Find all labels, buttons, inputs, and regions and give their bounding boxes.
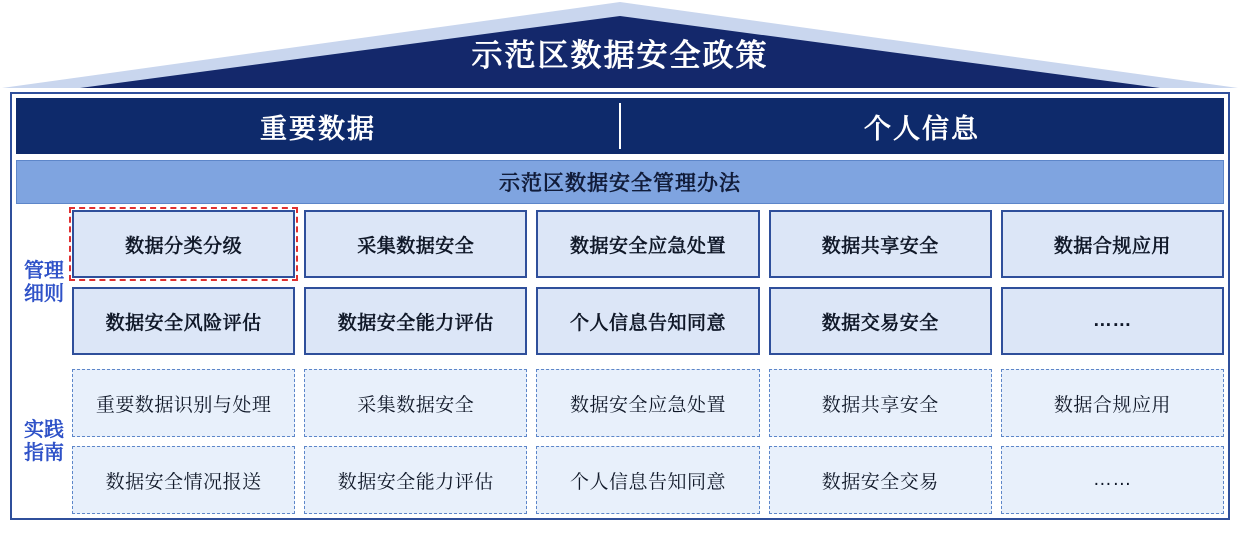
rule-cell-capability-assessment[interactable]: 数据安全能力评估: [304, 287, 527, 355]
section-label-line-1: 实践: [24, 418, 64, 441]
practice-guide-rows: [72, 369, 1224, 514]
guide-cell-emergency-response[interactable]: 数据安全应急处置: [536, 369, 759, 437]
category-personal-info: 个人信息: [864, 113, 980, 144]
diagram-title: 示范区数据安全政策: [471, 37, 769, 73]
rule-cell-sharing-security[interactable]: 数据共享安全: [769, 210, 992, 278]
guide-cell-important-data-identification[interactable]: 重要数据识别与处理: [72, 369, 295, 437]
section-label-practice-guide: [16, 369, 72, 514]
guide-cell-personal-info-consent[interactable]: 个人信息告知同意: [536, 446, 759, 514]
guide-cell-data-transaction[interactable]: 数据安全交易: [769, 446, 992, 514]
practice-guide-row-1: [72, 369, 1224, 437]
guide-cell-compliant-application[interactable]: 数据合规应用: [1001, 369, 1224, 437]
guide-cell-ellipsis[interactable]: ……: [1001, 446, 1224, 514]
management-rules-rows: [72, 210, 1224, 355]
rule-cell-data-classification[interactable]: 数据分类分级: [72, 210, 295, 278]
rule-cell-risk-assessment[interactable]: 数据安全风险评估: [72, 287, 295, 355]
management-method-bar: 示范区数据安全管理办法: [16, 160, 1224, 204]
section-label-management-rules: [16, 210, 72, 355]
rule-cell-collection-security[interactable]: 采集数据安全: [304, 210, 527, 278]
section-management-rules: [16, 210, 1224, 355]
section-practice-guide: [16, 369, 1224, 514]
category-bar: [16, 98, 1224, 154]
category-important-data: 重要数据: [260, 113, 376, 144]
rule-cell-personal-info-consent[interactable]: 个人信息告知同意: [536, 287, 759, 355]
guide-cell-status-reporting[interactable]: 数据安全情况报送: [72, 446, 295, 514]
rule-cell-ellipsis[interactable]: ……: [1001, 287, 1224, 355]
guide-cell-sharing-security[interactable]: 数据共享安全: [769, 369, 992, 437]
management-rules-row-1: [72, 210, 1224, 278]
section-label-line-2: 指南: [24, 441, 64, 464]
rule-cell-emergency-response[interactable]: 数据安全应急处置: [536, 210, 759, 278]
section-label-line-2: 细则: [24, 282, 64, 305]
diagram-body-frame: [10, 92, 1230, 520]
section-label-line-1: 管理: [24, 259, 64, 282]
roof-banner: [0, 0, 1240, 90]
rule-cell-compliant-application[interactable]: 数据合规应用: [1001, 210, 1224, 278]
practice-guide-row-2: [72, 446, 1224, 514]
guide-cell-capability-assessment[interactable]: 数据安全能力评估: [304, 446, 527, 514]
rule-cell-transaction-security[interactable]: 数据交易安全: [769, 287, 992, 355]
section-spacer: [16, 355, 1224, 363]
management-rules-row-2: [72, 287, 1224, 355]
guide-cell-collection-security[interactable]: 采集数据安全: [304, 369, 527, 437]
